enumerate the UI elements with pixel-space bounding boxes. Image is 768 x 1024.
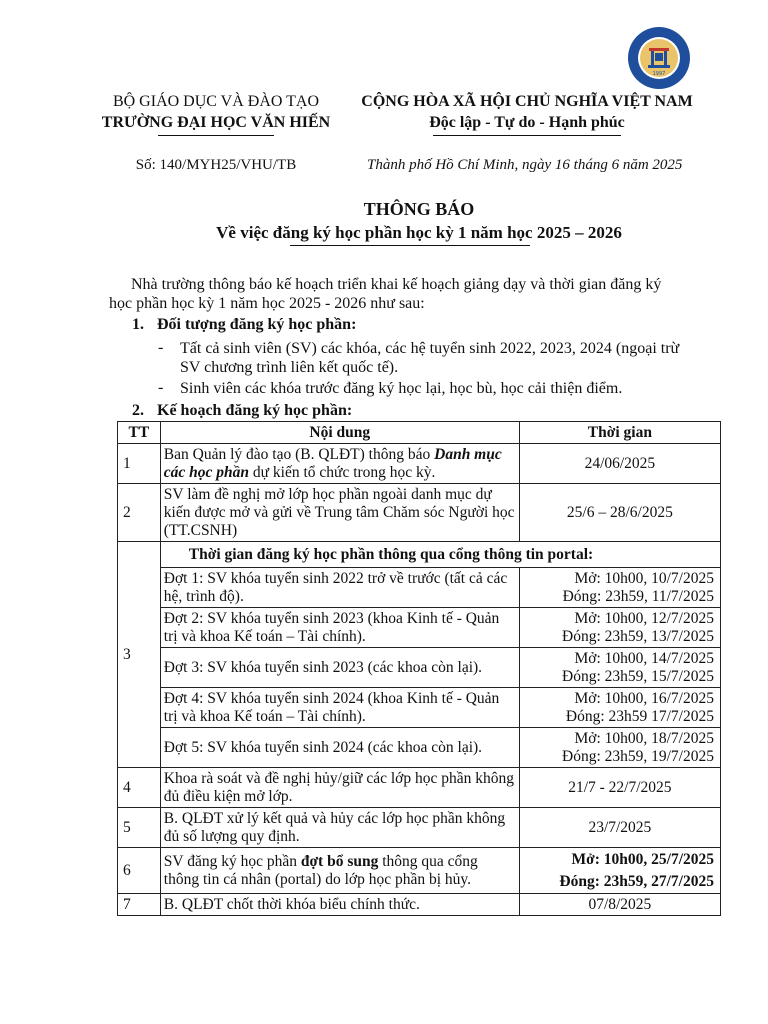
close-time: Đóng: 23h59 17/7/2025 [565,707,714,725]
nation-motto: Độc lập - Tự do - Hạnh phúc [429,114,625,131]
bullet-dash: - [158,379,164,396]
row-number: 3 [118,542,161,768]
section-1-title: Đối tượng đăng ký học phần: [157,316,357,333]
motto-underline [433,135,621,136]
section-2-title: Kế hoạch đăng ký học phần: [157,402,353,419]
portal-registration-heading: Thời gian đăng ký học phần thông qua cổng thông tin portal: [160,542,720,568]
registration-plan-table [117,421,721,916]
table-row [118,808,721,848]
header-content: Nội dung [160,422,519,444]
open-time: Mở: 10h00, 16/7/2025 [574,689,714,707]
notice-subtitle: Về việc đăng ký học phần học kỳ 1 năm học 2025 – 2026 [216,223,622,242]
place-and-date: Thành phố Hồ Chí Minh, ngày 16 tháng 6 năm 2025 [367,157,683,173]
table-row [118,848,721,894]
row-content: SV làm đề nghị mở lớp học phần ngoài danh mục dự kiến được mở và gửi về Trung tâm Chăm sóc Người học (TT.CSNH) [160,484,519,542]
round-5-time [519,728,720,768]
content-text: dự kiến tổ chức trong học kỳ. [249,463,436,481]
close-time: Đóng: 23h59, 15/7/2025 [562,667,714,685]
row-number: 2 [118,484,161,542]
content-text: Ban Quản lý đào tạo (B. QLĐT) thông báo [163,445,435,463]
round-2-content: Đợt 2: SV khóa tuyển sinh 2023 (khoa Kinh tế - Quản trị và khoa Kế toán – Tài chính). [160,608,519,648]
close-time: Đóng: 23h59, 13/7/2025 [562,627,714,645]
content-emphasis: Danh mục các học phần [163,445,502,481]
table-row [118,894,721,916]
notice-title: THÔNG BÁO [363,199,475,219]
row-time: 21/7 - 22/7/2025 [519,768,720,808]
row-content [160,848,519,894]
open-time: Mở: 10h00, 12/7/2025 [574,609,714,627]
open-time: Mở: 10h00, 14/7/2025 [574,649,714,667]
table-row [118,484,721,542]
row-content [160,444,519,484]
row-content: Khoa rà soát và đề nghị hủy/giữ các lớp học phần không đủ điều kiện mở lớp. [160,768,519,808]
svg-text:1997: 1997 [652,71,666,77]
subtitle-underline [290,245,530,246]
round-3-content: Đợt 3: SV khóa tuyển sinh 2023 (các khoa còn lại). [160,648,519,688]
row-number: 7 [118,894,161,916]
row-number: 1 [118,444,161,484]
section-2-number: 2. [132,402,144,419]
row-time: 23/7/2025 [519,808,720,848]
bullet-1-line-2: SV chương trình liên kết quốc tế). [180,359,399,376]
header-time: Thời gian [519,422,720,444]
header-tt: TT [118,422,161,444]
university-logo [627,26,691,90]
open-time: Mở: 10h00, 18/7/2025 [574,729,714,747]
row-time: 24/06/2025 [519,444,720,484]
nation-name: CỘNG HÒA XÃ HỘI CHỦ NGHĨA VIỆT NAM [361,93,693,110]
content-text: SV đăng ký học phần [163,852,301,870]
row-number: 5 [118,808,161,848]
row-number: 6 [118,848,161,894]
university-name-underline [158,135,274,136]
row-content: B. QLĐT chốt thời khóa biểu chính thức. [160,894,519,916]
table-row [118,542,721,568]
row-time [519,848,720,894]
table-row [118,444,721,484]
content-text: thông qua cổng thông tin cá nhân (portal) do lớp học phần bị hủy. [163,852,478,888]
round-5-content: Đợt 5: SV khóa tuyển sinh 2024 (các khoa còn lại). [160,728,519,768]
round-4-content: Đợt 4: SV khóa tuyển sinh 2024 (khoa Kinh tế - Quản trị và khoa Kế toán – Tài chính). [160,688,519,728]
section-1-number: 1. [132,316,144,333]
open-time: Mở: 10h00, 10/7/2025 [574,569,714,587]
table-header-row [118,422,721,444]
table-row [118,728,721,768]
bullet-dash: - [158,339,164,356]
bullet-2: Sinh viên các khóa trước đăng ký học lại, học bù, học cải thiện điểm. [180,380,623,397]
round-3-time [519,648,720,688]
table-row [118,648,721,688]
table-row [118,608,721,648]
intro-line-2: học phần học kỳ 1 năm học 2025 - 2026 như sau: [109,295,425,312]
row-time: 25/6 – 28/6/2025 [519,484,720,542]
close-time: Đóng: 23h59, 11/7/2025 [562,587,714,605]
round-2-time [519,608,720,648]
row-number: 4 [118,768,161,808]
close-time: Đóng: 23h59, 19/7/2025 [562,747,714,765]
university-name: TRƯỜNG ĐẠI HỌC VĂN HIẾN [101,114,331,131]
table-row [118,768,721,808]
round-1-time [519,568,720,608]
bullet-1-line-1: Tất cả sinh viên (SV) các khóa, các hệ tuyển sinh 2022, 2023, 2024 (ngoại trừ [180,340,680,357]
content-emphasis: đợt bổ sung [300,852,379,870]
round-1-content: Đợt 1: SV khóa tuyển sinh 2022 trở về trước (tất cả các hệ, trình độ). [160,568,519,608]
open-time: Mở: 10h00, 25/7/2025 [571,850,714,868]
table-row [118,688,721,728]
row-content: B. QLĐT xử lý kết quả và hủy các lớp học phần không đủ số lượng quy định. [160,808,519,848]
round-4-time [519,688,720,728]
close-time: Đóng: 23h59, 27/7/2025 [559,872,714,890]
ministry-name: BỘ GIÁO DỤC VÀ ĐÀO TẠO [112,93,320,110]
table-row [118,568,721,608]
row-time: 07/8/2025 [519,894,720,916]
intro-line-1: Nhà trường thông báo kế hoạch triển khai kế hoạch giảng dạy và thời gian đăng ký [131,276,662,293]
document-number: Số: 140/MYH25/VHU/TB [135,157,297,173]
